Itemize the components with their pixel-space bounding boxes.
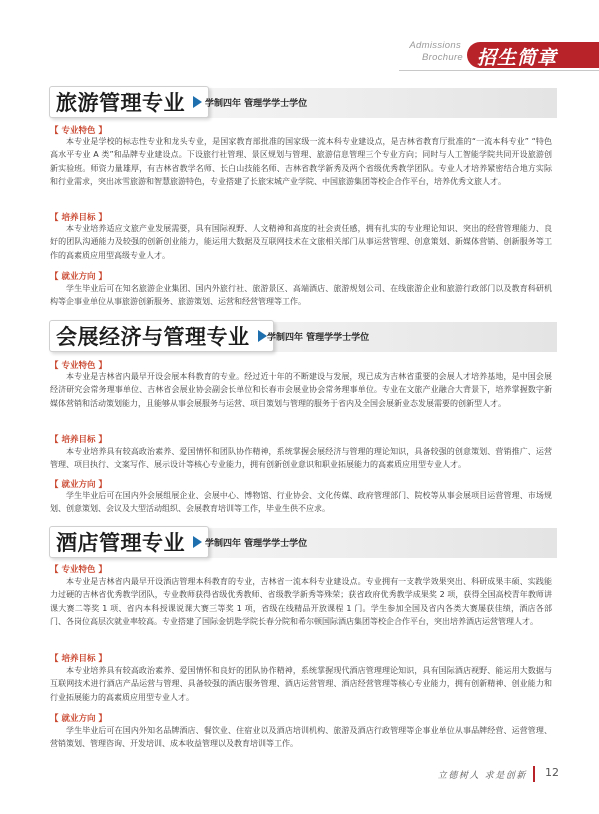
section-title: 会展经济与管理专业 bbox=[56, 325, 250, 349]
section-title: 旅游管理专业 bbox=[56, 91, 185, 115]
label-features: 【 专业特色 】 bbox=[50, 361, 107, 371]
paragraph-career: 学生毕业后可在国内外会展组展企业、会展中心、博物馆、行业协会、文化传媒、政府管理部门、院校等从事会展项目运营管理、市场规划、创意策划、会议及大型活动组织、会展教育培训等工作，毕业生供不应求。 bbox=[50, 491, 552, 514]
page-footer bbox=[399, 766, 599, 782]
play-arrow-icon bbox=[193, 536, 202, 548]
paragraph-objectives: 本专业培养具有较高政治素养、爱国情怀和团队协作精神，系统掌握会展经济与管理的理论知识，具备较强的创意策划、营销推广、运营管理、项目执行、文案写作、展示设计等核心专业能力，拥有创新创业意识和职业拓展能力的高素质应用型专业人才。 bbox=[50, 447, 552, 470]
header-en-line1: Admissions bbox=[409, 40, 461, 51]
section-exhibition-economy bbox=[45, 322, 557, 352]
label-features: 【 专业特色 】 bbox=[50, 565, 107, 575]
section-title-box bbox=[49, 86, 209, 118]
label-objectives: 【 培养目标 】 bbox=[50, 213, 107, 223]
section-subtitle: 学制四年 管理学学士学位 bbox=[205, 99, 308, 109]
section-title-box bbox=[49, 526, 209, 558]
label-career: 【 就业方向 】 bbox=[50, 480, 107, 490]
paragraph-features: 本专业是吉林省内最早开设会展本科教育的专业。经过近十年的不断建设与发展，现已成为吉林省重要的会展人才培养基地，是中国会展经济研究会常务理事单位、吉林省会展业协会副会长单位和长春市会展业协会常务理事单位。专业在文旅产业融合大背景下，培养掌握数字新媒体营销和活动策划能力，且能够从事会展服务与运营、项目策划与管理的服务于省内及全国会展新业态发展需要的创新型人才。 bbox=[50, 372, 552, 408]
section-header bbox=[45, 322, 557, 352]
header-divider bbox=[399, 70, 599, 71]
label-career: 【 就业方向 】 bbox=[50, 714, 107, 724]
brochure-header bbox=[399, 40, 599, 74]
section-title: 酒店管理专业 bbox=[56, 531, 185, 555]
play-arrow-icon bbox=[258, 330, 267, 342]
paragraph-features: 本专业是吉林省内最早开设酒店管理本科教育的专业，吉林省一流本科专业建设点。专业拥有一支教学效果突出、科研成果丰硕、实践能力过硬的吉林省优秀教学团队，专业教师获得省级优秀教师、省级教学新秀等殊荣；获省政府优秀教学成果奖 2 项，获得全国高校青年教师讲课大赛二等奖 1 项、省内本科授课说课大赛三等奖 1 项，省级在线精品开放课程 1 门。学生参加全国及省内各类大赛屡获佳绩，酒店各部门、各岗位高层次就业率较高。专业搭建了国际金钥匙学院长春分院和希尔顿国际酒店集团等校企合作平台，突出培养酒店运营管理人才。 bbox=[50, 577, 552, 627]
section-title-box bbox=[49, 320, 274, 352]
paragraph-career: 学生毕业后可在国内外知名品牌酒店、餐饮业、住宿业以及酒店培训机构、旅游及酒店行政管理等企事业单位从事品牌经营、运营管理、营销策划、管理咨询、开发培训、成本收益管理以及教育培训等工作。 bbox=[50, 726, 552, 749]
footer-separator bbox=[533, 766, 535, 782]
header-badge bbox=[467, 42, 599, 68]
section-subtitle: 学制四年 管理学学士学位 bbox=[267, 333, 370, 343]
paragraph-objectives: 本专业培养适应文旅产业发展需要，具有国际视野、人文精神和高度的社会责任感，拥有扎实的专业理论知识、突出的经营管理能力、良好的团队沟通能力及较强的创新创业能力，能运用大数据及互联网技术在文旅相关部门从事运营管理、创意策划、新媒体营销、创新服务等工作的高素质应用型高级专业人才。 bbox=[50, 224, 552, 260]
section-hotel-management bbox=[45, 528, 557, 558]
paragraph-features: 本专业是学校的标志性专业和龙头专业，是国家教育部批准的国家级一流本科专业建设点，是吉林省教育厅批准的“一流本科专业” “特色高水平专业 A 类”和品牌专业建设点。下设旅行社管理、景区规划与管理、旅游信息管理三个专业方向；同时与人工智能学院共同开设旅游创新实验班。师资力量雄厚，有吉林省教学名师、长白山技能名师、吉林省教学新秀及两个省级优秀教学团队。专业人才培养紧密结合地方实际和行业需求，突出冰雪旅游和智慧旅游特色，专业搭建了长旅宋城产业学院、中国旅游集团等校企合作平台，培养优秀文旅人才。 bbox=[50, 137, 552, 187]
section-subtitle: 学制四年 管理学学士学位 bbox=[205, 539, 308, 549]
label-objectives: 【 培养目标 】 bbox=[50, 435, 107, 445]
paragraph-objectives: 本专业培养具有较高政治素养、爱国情怀和良好的团队协作精神，系统掌握现代酒店管理理论知识，具有国际酒店视野、能运用大数据与互联网技术进行酒店产品运营与管理、具备较强的酒店服务管理、酒店运营管理、酒店经营管理等核心专业能力，拥有创新精神、创业能力和行业拓展能力的高素质应用型专业人才。 bbox=[50, 666, 552, 702]
page-number: 12 bbox=[545, 766, 559, 779]
section-tourism-management bbox=[45, 88, 557, 118]
play-arrow-icon bbox=[193, 96, 202, 108]
label-career: 【 就业方向 】 bbox=[50, 272, 107, 282]
footer-motto: 立德树人 求是创新 bbox=[437, 771, 527, 781]
label-features: 【 专业特色 】 bbox=[50, 126, 107, 136]
section-header bbox=[45, 528, 557, 558]
header-cn-title: 招生简章 bbox=[477, 47, 558, 69]
header-en-line2: Brochure bbox=[422, 52, 463, 63]
section-header bbox=[45, 88, 557, 118]
label-objectives: 【 培养目标 】 bbox=[50, 654, 107, 664]
paragraph-career: 学生毕业后可在知名旅游企业集团、国内外旅行社、旅游景区、高端酒店、旅游规划公司、在线旅游企业和旅游行政部门以及教育科研机构等企事业单位从事旅游创新服务、旅游策划、运营和经营管理等工作。 bbox=[50, 284, 552, 307]
